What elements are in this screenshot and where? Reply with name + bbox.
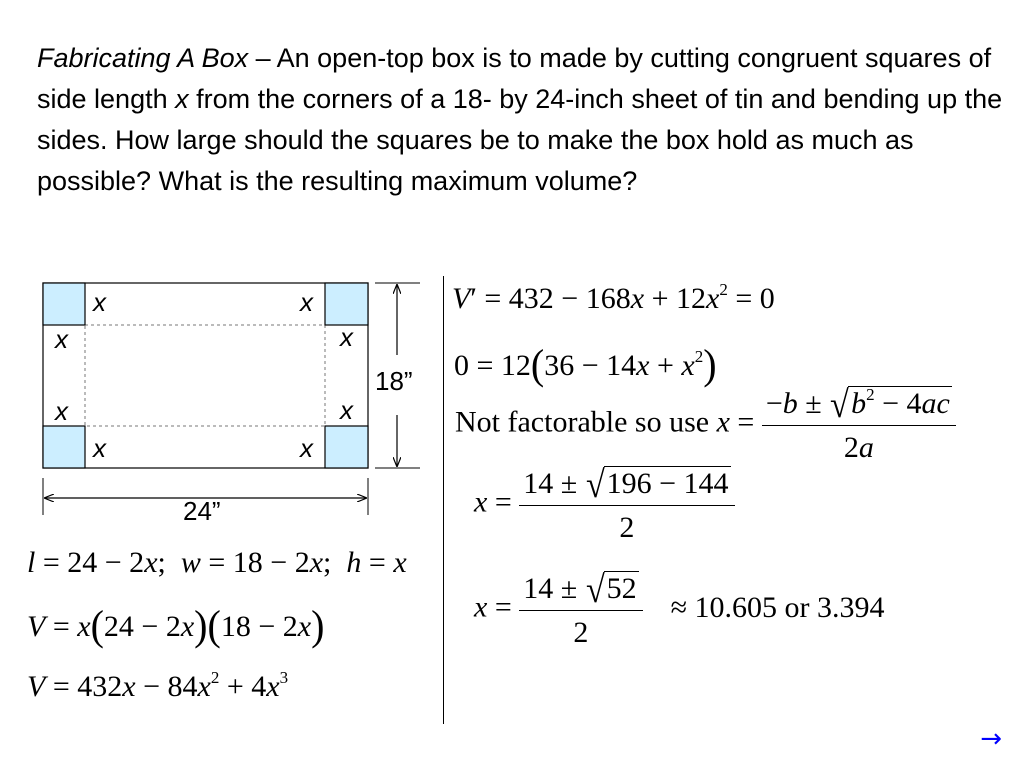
corner-square-top-left (43, 283, 85, 325)
sheet-outline (43, 283, 368, 468)
corner-label: x (55, 324, 68, 354)
quadratic-formula-line: Not factorable so use x = $\frac{-b \pm √b^2 - 4ac}{2a}$ (455, 382, 956, 463)
problem-text-2: from the corners of a 18- by 24-inch sheet of tin and bending up the sides. How large should the squares be to make the box hold as much as possible? What is the resulting maximum volume? (37, 84, 1003, 196)
width-label: 24” (183, 496, 221, 526)
corner-label: x (55, 396, 68, 426)
corner-label: x (300, 287, 313, 317)
corner-label: x (93, 287, 106, 317)
corner-label: x (93, 433, 106, 463)
volume-factored-equation: V = x(24 − 2x)(18 − 2x) (27, 601, 325, 650)
solution-step-2: x = $\frac{14 \pm √52}{2}$ ≈ 10.605 or 3.394 (474, 569, 885, 649)
corner-label: x (340, 322, 353, 352)
factored-derivative-equation: $0 = 12(36 - 14x + x^2)$ (454, 340, 717, 389)
volume-expanded-equation: $V = 432x - 84x^2 + 4x^3$ (27, 668, 289, 703)
problem-variable-x: x (175, 84, 189, 114)
approximate-solutions: ≈ 10.605 or 3.394 (670, 590, 885, 624)
column-divider (443, 276, 444, 724)
solution-step-1: x = $\frac{14 \pm √196 - 144}{2}$ (474, 462, 735, 543)
corner-square-bottom-left (43, 426, 85, 468)
sheet-diagram (0, 270, 440, 535)
next-slide-arrow-icon[interactable]: → (980, 724, 1002, 754)
problem-title: Fabricating A Box (37, 43, 249, 73)
height-label: 18” (375, 366, 413, 396)
fold-lines (85, 325, 325, 426)
quadratic-formula-fraction: $\frac{-b \pm √b^2 - 4ac}{2a}$ (762, 382, 956, 463)
derivative-equation: $V' = 432 - 168x + 12x^2 = 0$ (452, 280, 775, 315)
corner-square-top-right (325, 283, 368, 325)
corner-square-bottom-right (325, 426, 368, 468)
dimensions-equation: l = 24 − 2x; w = 18 − 2x; h = x (27, 546, 407, 579)
problem-statement: Fabricating A Box – An open-top box is to made by cutting congruent squares of side length x from the corners of a 18- by 24-inch sheet of tin and bending up the sides. How large should the squares be to make the box hold as much as possible? What is the resulting maximum volume? (37, 43, 1003, 196)
corner-label: x (300, 433, 313, 463)
corner-label: x (340, 395, 353, 425)
problem-text-1: An open-top box is to made by cutting congruent squares of side length (37, 43, 992, 114)
